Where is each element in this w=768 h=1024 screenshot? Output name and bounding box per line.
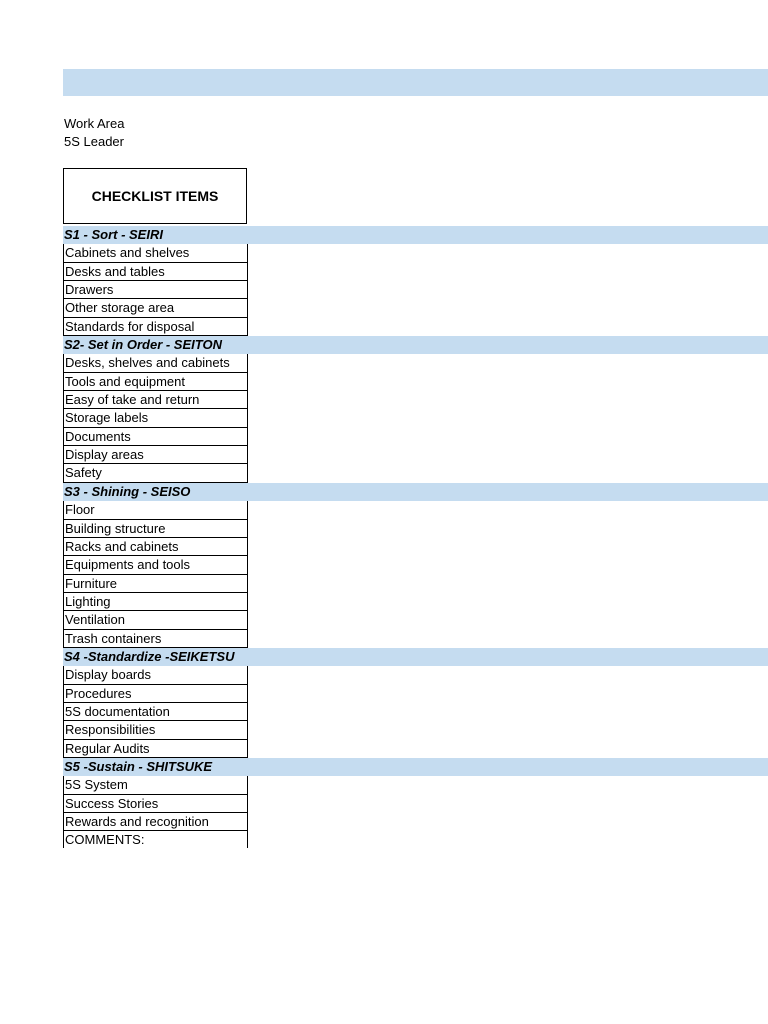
checklist-row bbox=[0, 520, 768, 538]
checklist-row bbox=[0, 630, 768, 648]
checklist-item: Ventilation bbox=[63, 611, 248, 629]
checklist-item: Other storage area bbox=[63, 299, 248, 317]
checklist-row bbox=[0, 703, 768, 721]
work-area-label: Work Area bbox=[64, 116, 125, 131]
checklist-item: Display areas bbox=[63, 446, 248, 464]
checklist-item: Cabinets and shelves bbox=[63, 244, 248, 262]
section-header bbox=[63, 336, 768, 354]
checklist-row bbox=[0, 556, 768, 574]
checklist-row bbox=[0, 776, 768, 794]
checklist-row bbox=[0, 299, 768, 317]
checklist-row bbox=[0, 795, 768, 813]
checklist-item: Floor bbox=[63, 501, 248, 519]
checklist-row bbox=[0, 354, 768, 372]
checklist-row bbox=[0, 538, 768, 556]
checklist-row bbox=[0, 391, 768, 409]
checklist-row bbox=[0, 446, 768, 464]
section-header bbox=[63, 758, 768, 776]
checklist-item: Success Stories bbox=[63, 795, 248, 813]
checklist-row bbox=[0, 721, 768, 739]
checklist-item: Responsibilities bbox=[63, 721, 248, 739]
checklist-row bbox=[0, 464, 768, 482]
checklist-row bbox=[0, 501, 768, 519]
checklist-row bbox=[0, 666, 768, 684]
checklist-item: Tools and equipment bbox=[63, 373, 248, 391]
section-title: S3 - Shining - SEISO bbox=[64, 483, 191, 499]
checklist-item: Safety bbox=[63, 464, 248, 482]
checklist-row bbox=[0, 428, 768, 446]
checklist-item: Easy of take and return bbox=[63, 391, 248, 409]
section-header bbox=[63, 226, 768, 244]
checklist-item: Drawers bbox=[63, 281, 248, 299]
comments-label: COMMENTS: bbox=[63, 831, 248, 848]
checklist-item: Equipments and tools bbox=[63, 556, 248, 574]
comments-row bbox=[0, 831, 768, 849]
checklist-item: Desks and tables bbox=[63, 263, 248, 281]
checklist-item: Documents bbox=[63, 428, 248, 446]
checklist-item: Standards for disposal bbox=[63, 318, 248, 336]
checklist-table bbox=[0, 226, 768, 850]
section-header bbox=[63, 648, 768, 666]
checklist-item: Rewards and recognition bbox=[63, 813, 248, 831]
checklist-row bbox=[0, 244, 768, 262]
checklist-row bbox=[0, 373, 768, 391]
section-title: S5 -Sustain - SHITSUKE bbox=[64, 758, 213, 774]
checklist-item: Lighting bbox=[63, 593, 248, 611]
checklist-item: Desks, shelves and cabinets bbox=[63, 354, 248, 372]
title-band bbox=[63, 69, 768, 96]
checklist-item: Display boards bbox=[63, 666, 248, 684]
checklist-row bbox=[0, 593, 768, 611]
section-title: S4 -Standardize -SEIKETSU bbox=[64, 648, 235, 664]
checklist-row bbox=[0, 685, 768, 703]
checklist-row bbox=[0, 611, 768, 629]
checklist-row bbox=[0, 263, 768, 281]
checklist-item: Furniture bbox=[63, 575, 248, 593]
checklist-item: Trash containers bbox=[63, 630, 248, 648]
checklist-row bbox=[0, 318, 768, 336]
checklist-row bbox=[0, 281, 768, 299]
checklist-item: 5S documentation bbox=[63, 703, 248, 721]
checklist-row bbox=[0, 409, 768, 427]
checklist-item: 5S System bbox=[63, 776, 248, 794]
checklist-row bbox=[0, 740, 768, 758]
checklist-title: CHECKLIST ITEMS bbox=[91, 188, 219, 204]
checklist-item: Building structure bbox=[63, 520, 248, 538]
checklist-header bbox=[63, 168, 247, 224]
section-title: S2- Set in Order - SEITON bbox=[64, 337, 222, 353]
checklist-row bbox=[0, 575, 768, 593]
checklist-item: Racks and cabinets bbox=[63, 538, 248, 556]
leader-label: 5S Leader bbox=[64, 134, 124, 149]
section-header bbox=[63, 483, 768, 501]
checklist-row bbox=[0, 813, 768, 831]
checklist-item: Storage labels bbox=[63, 409, 248, 427]
checklist-item: Procedures bbox=[63, 685, 248, 703]
checklist-item: Regular Audits bbox=[63, 740, 248, 758]
section-title: S1 - Sort - SEIRI bbox=[64, 227, 163, 242]
